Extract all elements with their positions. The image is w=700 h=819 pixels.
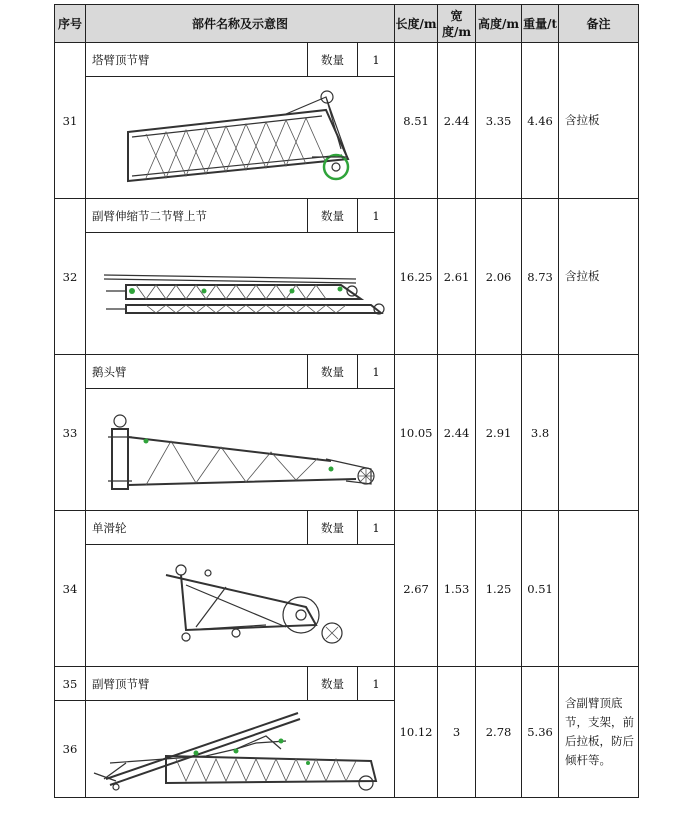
header-width: 宽度/m: [438, 5, 476, 43]
weight-value: 5.36: [522, 667, 559, 798]
width-value: 3: [438, 667, 476, 798]
width-value: 2.44: [438, 355, 476, 511]
length-value: 8.51: [395, 43, 438, 199]
qty-label: 数量: [308, 511, 358, 545]
parts-table-sheet: [54, 4, 638, 807]
fly-jib-top-section-drawing: [86, 701, 395, 797]
header-length: 长度/m: [395, 5, 438, 43]
qty-value: 1: [358, 43, 395, 77]
part-name: 塔臂顶节臂: [86, 43, 308, 77]
length-value: 10.05: [395, 355, 438, 511]
weight-value: 3.8: [522, 355, 559, 511]
part-name: 副臂顶节臂: [86, 667, 308, 701]
row-seq: 36: [55, 701, 86, 798]
drawing-cell: [86, 389, 395, 511]
note-text: 含拉板: [559, 199, 639, 355]
length-value: 2.67: [395, 511, 438, 667]
parts-table: [54, 4, 639, 798]
drawing-cell: [86, 545, 395, 667]
qty-value: 1: [358, 511, 395, 545]
height-value: 2.91: [476, 355, 522, 511]
header-name: 部件名称及示意图: [86, 5, 395, 43]
header-height: 高度/m: [476, 5, 522, 43]
gooseneck-jib-drawing: [86, 389, 395, 510]
qty-label: 数量: [308, 355, 358, 389]
note-text: [559, 355, 639, 511]
drawing-cell: [86, 233, 395, 355]
length-value: 16.25: [395, 199, 438, 355]
row-seq: 34: [55, 511, 86, 667]
header-note: 备注: [559, 5, 639, 43]
row-seq: 33: [55, 355, 86, 511]
row-seq: 32: [55, 199, 86, 355]
part-name: 单滑轮: [86, 511, 308, 545]
length-value: 10.12: [395, 667, 438, 798]
weight-value: 4.46: [522, 43, 559, 199]
weight-value: 8.73: [522, 199, 559, 355]
note-text: 含副臂顶底节，支架，前后拉板，防后倾杆等。: [559, 667, 639, 798]
qty-value: 1: [358, 199, 395, 233]
table-row: [55, 355, 639, 389]
width-value: 2.61: [438, 199, 476, 355]
tower-jib-top-section-drawing: [86, 77, 395, 198]
qty-label: 数量: [308, 199, 358, 233]
height-value: 2.78: [476, 667, 522, 798]
table-row: [55, 511, 639, 545]
width-value: 1.53: [438, 511, 476, 667]
row-seq: 31: [55, 43, 86, 199]
table-row: [55, 667, 639, 701]
qty-value: 1: [358, 355, 395, 389]
qty-value: 1: [358, 667, 395, 701]
row-seq: 35: [55, 667, 86, 701]
height-value: 2.06: [476, 199, 522, 355]
qty-label: 数量: [308, 667, 358, 701]
part-name: 鹅头臂: [86, 355, 308, 389]
table-row: [55, 43, 639, 77]
single-sheave-drawing: [86, 545, 395, 666]
drawing-cell: [86, 77, 395, 199]
header-seq: 序号: [55, 5, 86, 43]
drawing-cell: [86, 701, 395, 798]
header-row: [55, 5, 639, 43]
height-value: 1.25: [476, 511, 522, 667]
table-row: [55, 199, 639, 233]
note-text: [559, 511, 639, 667]
height-value: 3.35: [476, 43, 522, 199]
part-name: 副臂伸缩节二节臂上节: [86, 199, 308, 233]
header-weight: 重量/t: [522, 5, 559, 43]
qty-label: 数量: [308, 43, 358, 77]
width-value: 2.44: [438, 43, 476, 199]
fly-jib-telescopic-section-drawing: [86, 233, 395, 354]
weight-value: 0.51: [522, 511, 559, 667]
note-text: 含拉板: [559, 43, 639, 199]
